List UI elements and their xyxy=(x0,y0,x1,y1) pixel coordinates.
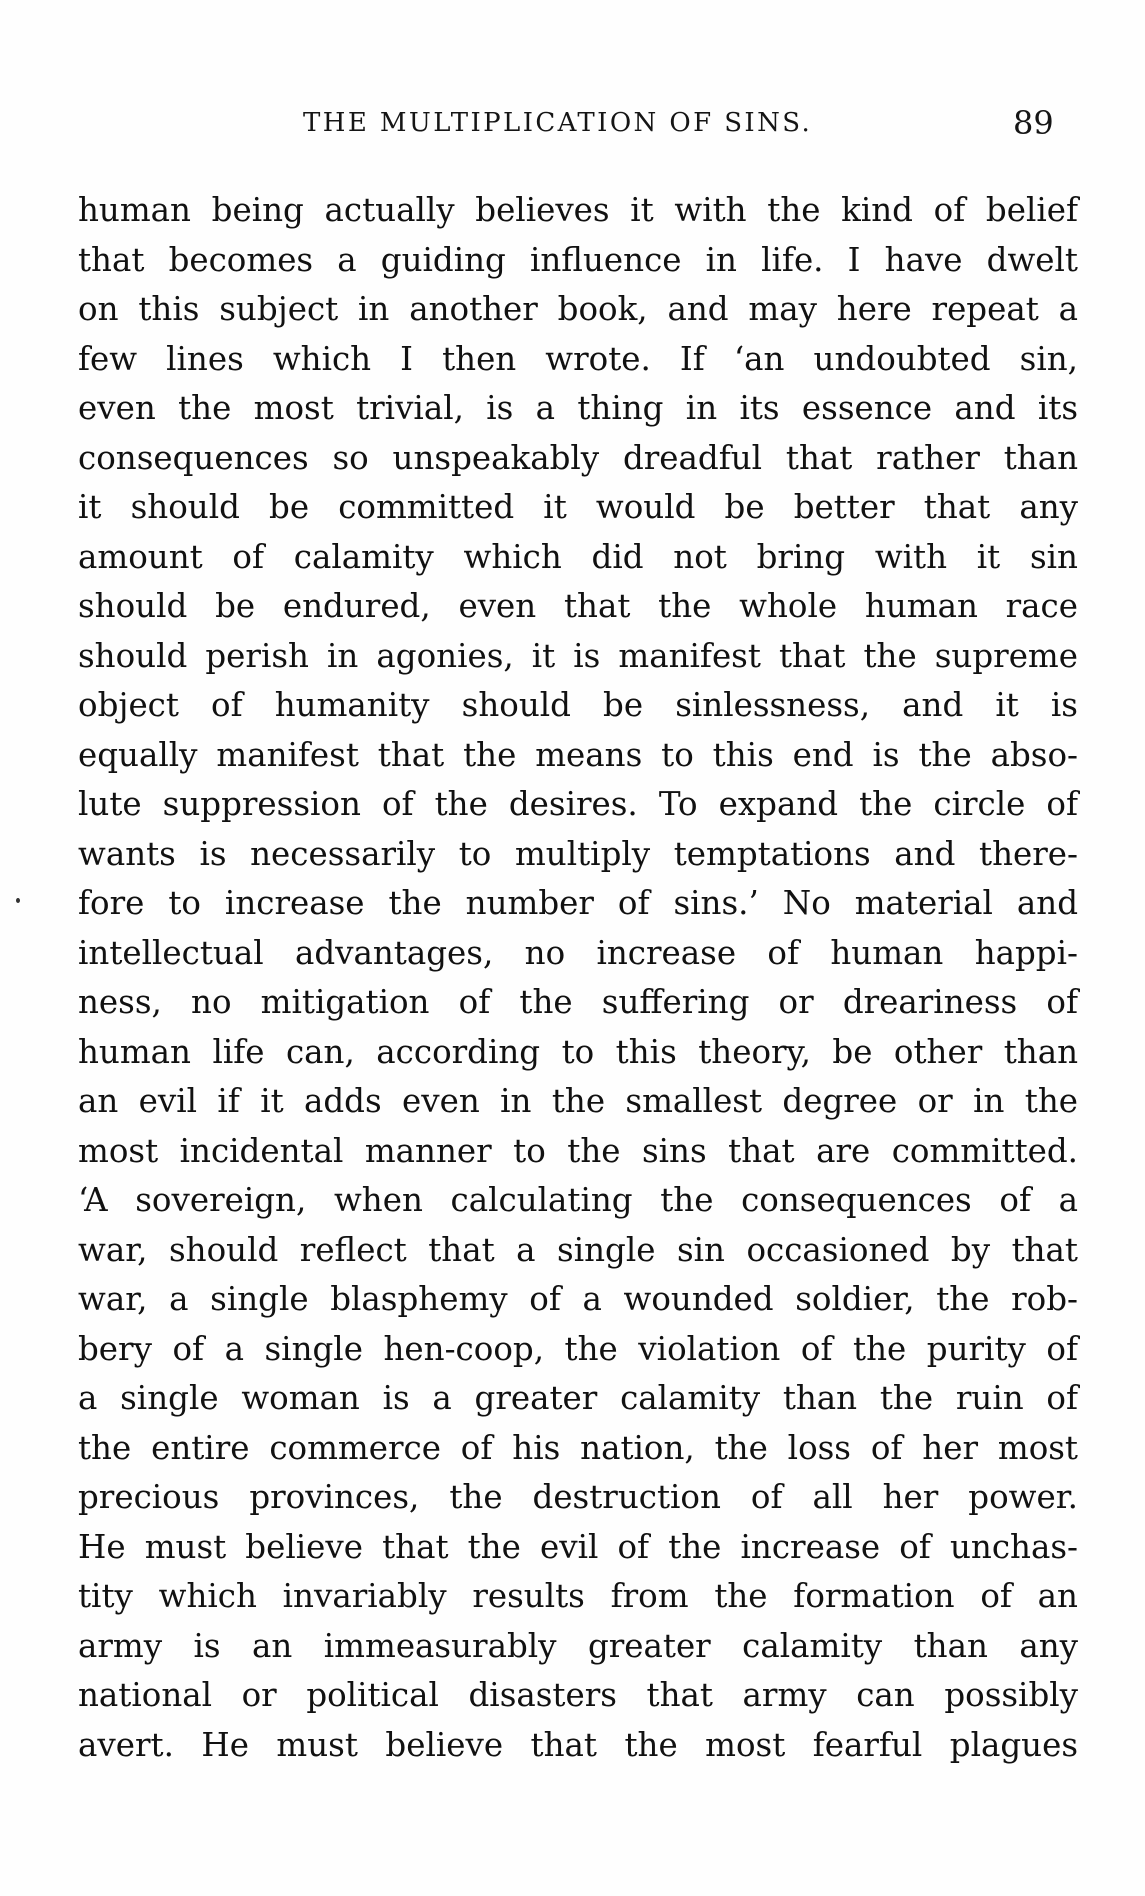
text-line: war, should reflect that a single sin occasioned by that xyxy=(78,1230,1078,1269)
text-line: object of humanity should be sinlessness, and it is xyxy=(78,686,1078,724)
text-line: the entire commerce of his nation, the loss of her most xyxy=(78,1428,1078,1467)
text-line: most incidental manner to the sins that are committed. xyxy=(78,1131,1078,1170)
text-line: human life can, according to this theory, be other than xyxy=(78,1032,1078,1071)
text-line: human being actually believes it with the kind of belief xyxy=(78,191,1078,229)
text-line: on this subject in another book, and may here repeat a xyxy=(78,290,1078,328)
text-line: precious provinces, the destruction of all her power. xyxy=(78,1478,1078,1516)
running-header xyxy=(78,104,1078,148)
page-number: 89 xyxy=(1013,104,1054,142)
text-line: an evil if it adds even in the smallest degree or in the xyxy=(78,1082,1078,1120)
text-line: He must believe that the evil of the increase of unchas- xyxy=(78,1527,1078,1566)
text-line: intellectual advantages, no increase of human happi- xyxy=(78,933,1078,972)
text-line: should be endured, even that the whole human race xyxy=(78,587,1078,625)
text-line: ness, no mitigation of the suffering or dreariness of xyxy=(78,983,1078,1021)
text-line: national or political disasters that army can possibly xyxy=(78,1676,1078,1714)
running-title: THE MULTIPLICATION OF SINS. xyxy=(303,108,813,138)
text-line: that becomes a guiding influence in life. I have dwelt xyxy=(78,240,1078,279)
text-line: avert. He must believe that the most fearful plagues xyxy=(78,1725,1078,1764)
text-line: lute suppression of the desires. To expand the circle of xyxy=(78,785,1078,823)
text-line: consequences so unspeakably dreadful that rather than xyxy=(78,438,1078,477)
body-paragraph xyxy=(78,186,1078,1770)
text-line: few lines which I then wrote. If ‘an undoubted sin, xyxy=(78,339,1078,378)
text-line: even the most trivial, is a thing in its essence and its xyxy=(78,389,1078,427)
text-line: ‘A sovereign, when calculating the consequences of a xyxy=(78,1181,1078,1219)
text-line: tity which invariably results from the formation of an xyxy=(78,1577,1078,1615)
text-line: fore to increase the number of sins.’ No material and xyxy=(78,884,1078,922)
text-line: a single woman is a greater calamity than the ruin of xyxy=(78,1379,1078,1417)
text-line: wants is necessarily to multiply temptations and there- xyxy=(78,834,1078,873)
print-speck xyxy=(16,898,20,903)
text-line: amount of calamity which did not bring with it sin xyxy=(78,537,1078,576)
text-line: army is an immeasurably greater calamity than any xyxy=(78,1626,1078,1665)
text-line: equally manifest that the means to this end is the abso- xyxy=(78,735,1078,774)
text-line: war, a single blasphemy of a wounded soldier, the rob- xyxy=(78,1280,1078,1318)
text-line: bery of a single hen-coop, the violation of the purity of xyxy=(78,1329,1078,1368)
text-line: it should be committed it would be better that any xyxy=(78,488,1078,526)
text-line: should perish in agonies, it is manifest that the supreme xyxy=(78,636,1078,675)
